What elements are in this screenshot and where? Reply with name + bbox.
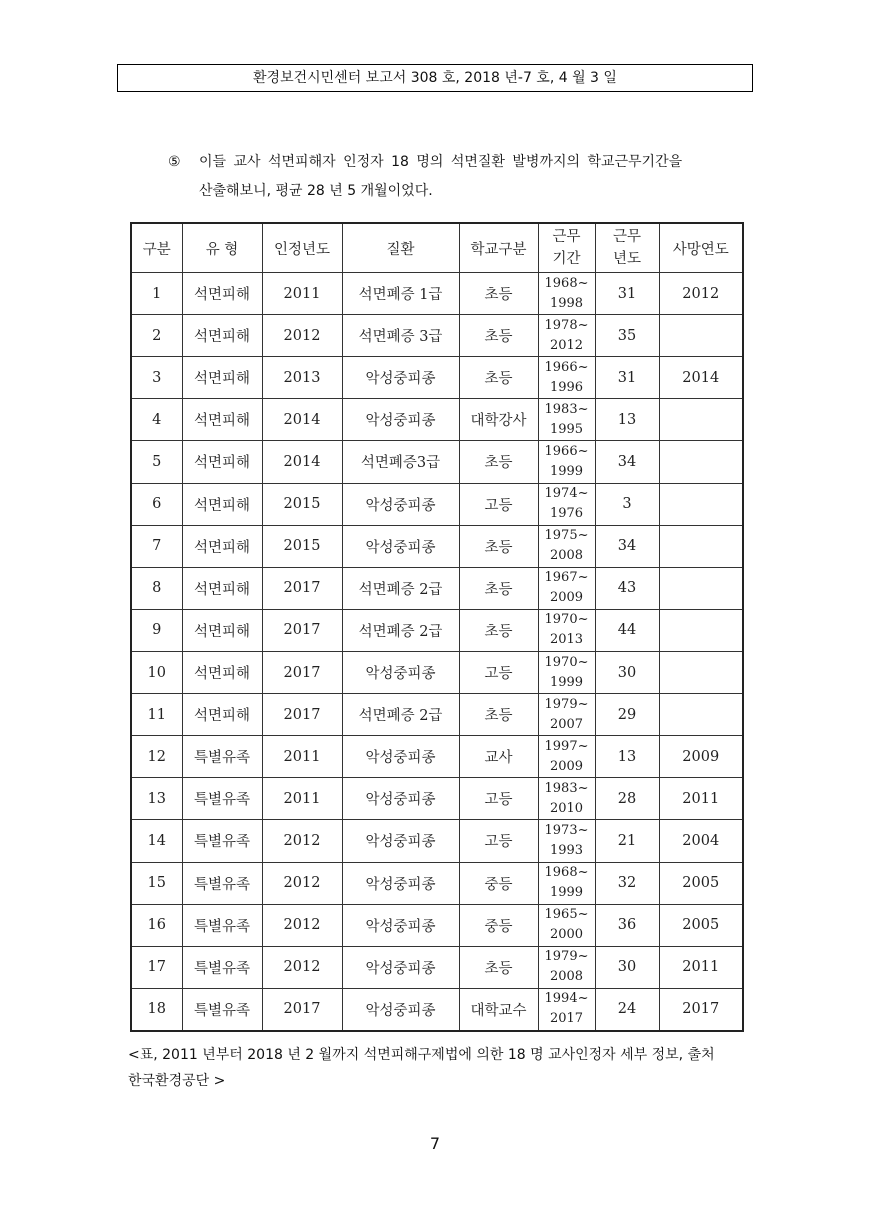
period-start: 1967~ [544, 570, 589, 586]
table-row [131, 651, 743, 693]
caption-line-1: <표, 2011 년부터 2018 년 2 월까지 석면피해구제법에 의한 18 명 교사인정자 세부 정보, 출처 [128, 1047, 715, 1063]
cell-years: 24 [595, 988, 659, 1031]
cell-year: 2011 [262, 736, 342, 778]
cell-period [538, 567, 595, 609]
cell-years: 32 [595, 862, 659, 904]
paragraph-marker: ⑤ [168, 154, 181, 170]
cell-disease: 악성중피종 [342, 357, 459, 399]
cell-years: 43 [595, 567, 659, 609]
cell-disease: 악성중피종 [342, 778, 459, 820]
cell-year: 2015 [262, 525, 342, 567]
cell-no: 18 [131, 988, 182, 1031]
cell-year: 2014 [262, 399, 342, 441]
cell-years: 34 [595, 441, 659, 483]
period-end: 2012 [549, 337, 584, 353]
cell-death: 2005 [659, 904, 743, 946]
period-end: 2009 [549, 590, 584, 606]
table-row [131, 988, 743, 1031]
cell-disease: 악성중피종 [342, 736, 459, 778]
cell-period [538, 483, 595, 525]
cell-year: 2017 [262, 651, 342, 693]
cell-no: 16 [131, 904, 182, 946]
cell-no: 12 [131, 736, 182, 778]
period-start: 1994~ [544, 991, 589, 1007]
cell-death [659, 609, 743, 651]
period-end: 1996 [549, 379, 584, 395]
cell-disease: 악성중피종 [342, 483, 459, 525]
cell-period [538, 315, 595, 357]
cell-type: 석면피해 [182, 357, 262, 399]
cell-death [659, 525, 743, 567]
table-row [131, 862, 743, 904]
cell-type: 석면피해 [182, 694, 262, 736]
cell-death [659, 694, 743, 736]
summary-paragraph [168, 148, 758, 206]
cell-period [538, 525, 595, 567]
table-row [131, 946, 743, 988]
cell-years: 30 [595, 651, 659, 693]
period-start: 1975~ [544, 528, 589, 544]
header-death: 사망연도 [659, 223, 743, 273]
table-row [131, 399, 743, 441]
cell-type: 석면피해 [182, 609, 262, 651]
cell-years: 29 [595, 694, 659, 736]
cell-no: 8 [131, 567, 182, 609]
cell-death [659, 567, 743, 609]
period-end: 2013 [549, 632, 584, 648]
cell-period [538, 736, 595, 778]
cell-year: 2012 [262, 315, 342, 357]
cell-school: 중등 [459, 904, 538, 946]
cell-death: 2014 [659, 357, 743, 399]
cell-year: 2017 [262, 988, 342, 1031]
cell-school: 초등 [459, 694, 538, 736]
table-row [131, 609, 743, 651]
period-end: 2009 [549, 758, 584, 774]
header-period-line-2: 기간 [552, 251, 581, 267]
period-start: 1970~ [544, 654, 589, 670]
cell-death: 2017 [659, 988, 743, 1031]
cell-period [538, 694, 595, 736]
cell-type: 석면피해 [182, 483, 262, 525]
cell-years: 36 [595, 904, 659, 946]
cell-year: 2017 [262, 609, 342, 651]
cell-period [538, 904, 595, 946]
table-row [131, 273, 743, 315]
cell-no: 9 [131, 609, 182, 651]
cell-school: 초등 [459, 609, 538, 651]
cell-type: 특별유족 [182, 904, 262, 946]
cell-years: 28 [595, 778, 659, 820]
cell-school: 교사 [459, 736, 538, 778]
cell-no: 1 [131, 273, 182, 315]
header-period-line-1: 근무 [552, 229, 581, 245]
cell-period [538, 988, 595, 1031]
cell-years: 31 [595, 273, 659, 315]
cell-school: 초등 [459, 567, 538, 609]
cell-death [659, 651, 743, 693]
cell-type: 특별유족 [182, 778, 262, 820]
period-end: 2007 [549, 716, 584, 732]
cell-type: 석면피해 [182, 315, 262, 357]
cell-no: 11 [131, 694, 182, 736]
cell-school: 초등 [459, 441, 538, 483]
cell-disease: 악성중피종 [342, 904, 459, 946]
period-start: 1997~ [544, 738, 589, 754]
cell-type: 석면피해 [182, 441, 262, 483]
table-body [131, 273, 743, 1032]
cell-period [538, 273, 595, 315]
cell-type: 석면피해 [182, 651, 262, 693]
period-end: 1999 [549, 885, 584, 901]
table-row [131, 357, 743, 399]
cell-period [538, 399, 595, 441]
cell-type: 석면피해 [182, 525, 262, 567]
cell-type: 특별유족 [182, 862, 262, 904]
header-school: 학교구분 [459, 223, 538, 273]
cell-year: 2017 [262, 567, 342, 609]
page-number: 7 [429, 1134, 441, 1153]
caption-line-2: 한국환경공단 > [128, 1073, 226, 1089]
table-row [131, 441, 743, 483]
cell-type: 특별유족 [182, 820, 262, 862]
period-start: 1973~ [544, 822, 589, 838]
cell-type: 석면피해 [182, 273, 262, 315]
cell-no: 17 [131, 946, 182, 988]
cell-type: 특별유족 [182, 988, 262, 1031]
cell-disease: 악성중피종 [342, 651, 459, 693]
period-start: 1979~ [544, 949, 589, 965]
cell-year: 2011 [262, 273, 342, 315]
cell-period [538, 609, 595, 651]
cell-no: 2 [131, 315, 182, 357]
cell-year: 2011 [262, 778, 342, 820]
period-start: 1978~ [544, 317, 589, 333]
cell-death: 2012 [659, 273, 743, 315]
cell-type: 석면피해 [182, 567, 262, 609]
period-end: 2017 [549, 1011, 584, 1027]
cell-school: 고등 [459, 778, 538, 820]
cell-school: 초등 [459, 357, 538, 399]
header-years [595, 223, 659, 273]
header-year: 인정년도 [262, 223, 342, 273]
cell-year: 2013 [262, 357, 342, 399]
cell-period [538, 441, 595, 483]
cell-years: 44 [595, 609, 659, 651]
cell-years: 3 [595, 483, 659, 525]
cell-year: 2015 [262, 483, 342, 525]
cell-disease: 석면폐증 2급 [342, 694, 459, 736]
cell-no: 10 [131, 651, 182, 693]
table-row [131, 315, 743, 357]
table-row [131, 694, 743, 736]
cell-school: 고등 [459, 820, 538, 862]
period-end: 2000 [549, 927, 584, 943]
cell-no: 3 [131, 357, 182, 399]
cell-death [659, 315, 743, 357]
cell-type: 특별유족 [182, 736, 262, 778]
cell-no: 14 [131, 820, 182, 862]
period-end: 1998 [549, 295, 584, 311]
teacher-asbestos-table [130, 222, 744, 1032]
paragraph-line-1 [168, 148, 758, 177]
cell-disease: 악성중피종 [342, 399, 459, 441]
paragraph-line-2: 산출해보니, 평균 28 년 5 개월이었다. [199, 183, 433, 199]
period-end: 1999 [549, 463, 584, 479]
period-start: 1968~ [544, 275, 589, 291]
cell-year: 2012 [262, 820, 342, 862]
cell-death: 2005 [659, 862, 743, 904]
period-start: 1968~ [544, 865, 589, 881]
cell-period [538, 357, 595, 399]
cell-type: 특별유족 [182, 946, 262, 988]
cell-school: 초등 [459, 525, 538, 567]
cell-school: 고등 [459, 483, 538, 525]
period-start: 1983~ [544, 780, 589, 796]
period-end: 1976 [549, 506, 584, 522]
cell-year: 2012 [262, 862, 342, 904]
header-period [538, 223, 595, 273]
cell-death: 2009 [659, 736, 743, 778]
cell-disease: 악성중피종 [342, 525, 459, 567]
period-start: 1970~ [544, 612, 589, 628]
cell-school: 초등 [459, 273, 538, 315]
cell-death [659, 483, 743, 525]
cell-type: 석면피해 [182, 399, 262, 441]
cell-period [538, 778, 595, 820]
header-years-line-1: 근무 [612, 229, 641, 245]
period-start: 1966~ [544, 359, 589, 375]
cell-no: 6 [131, 483, 182, 525]
header-no: 구분 [131, 223, 182, 273]
period-start: 1974~ [544, 486, 589, 502]
cell-no: 15 [131, 862, 182, 904]
period-end: 2010 [549, 800, 584, 816]
cell-no: 7 [131, 525, 182, 567]
cell-disease: 악성중피종 [342, 862, 459, 904]
cell-death: 2004 [659, 820, 743, 862]
header-type: 유 형 [182, 223, 262, 273]
cell-years: 13 [595, 399, 659, 441]
cell-school: 초등 [459, 315, 538, 357]
cell-period [538, 651, 595, 693]
table-row [131, 778, 743, 820]
cell-year: 2017 [262, 694, 342, 736]
cell-period [538, 946, 595, 988]
paragraph-line-1-text: 이들 교사 석면피해자 인정자 18 명의 석면질환 발병까지의 학교근무기간을 [199, 154, 683, 170]
period-start: 1983~ [544, 401, 589, 417]
cell-year: 2012 [262, 904, 342, 946]
table-header-row [131, 223, 743, 273]
cell-years: 13 [595, 736, 659, 778]
cell-school: 대학강사 [459, 399, 538, 441]
report-header-title: 환경보건시민센터 보고서 308 호, 2018 년-7 호, 4 월 3 일 [253, 70, 617, 86]
period-end: 2008 [549, 548, 584, 564]
cell-death: 2011 [659, 778, 743, 820]
cell-years: 31 [595, 357, 659, 399]
cell-death [659, 399, 743, 441]
header-disease: 질환 [342, 223, 459, 273]
cell-disease: 악성중피종 [342, 820, 459, 862]
cell-year: 2014 [262, 441, 342, 483]
cell-no: 13 [131, 778, 182, 820]
table-row [131, 820, 743, 862]
cell-disease: 석면폐증3급 [342, 441, 459, 483]
table-row [131, 525, 743, 567]
cell-no: 5 [131, 441, 182, 483]
period-start: 1979~ [544, 696, 589, 712]
cell-school: 중등 [459, 862, 538, 904]
period-start: 1966~ [544, 443, 589, 459]
cell-school: 고등 [459, 651, 538, 693]
header-years-line-2: 년도 [612, 251, 641, 267]
cell-period [538, 820, 595, 862]
period-start: 1965~ [544, 907, 589, 923]
cell-disease: 석면폐증 3급 [342, 315, 459, 357]
cell-years: 35 [595, 315, 659, 357]
cell-disease: 석면폐증 2급 [342, 567, 459, 609]
period-end: 1995 [549, 421, 584, 437]
table-row [131, 736, 743, 778]
cell-disease: 석면폐증 2급 [342, 609, 459, 651]
cell-death [659, 441, 743, 483]
period-end: 2008 [549, 969, 584, 985]
cell-disease: 악성중피종 [342, 988, 459, 1031]
period-end: 1999 [549, 674, 584, 690]
cell-school: 초등 [459, 946, 538, 988]
table-row [131, 483, 743, 525]
report-header [117, 64, 753, 92]
table-row [131, 567, 743, 609]
cell-school: 대학교수 [459, 988, 538, 1031]
cell-disease: 석면폐증 1급 [342, 273, 459, 315]
table-row [131, 904, 743, 946]
period-end: 1993 [549, 842, 584, 858]
cell-disease: 악성중피종 [342, 946, 459, 988]
cell-period [538, 862, 595, 904]
cell-no: 4 [131, 399, 182, 441]
table-caption [128, 1042, 748, 1094]
cell-year: 2012 [262, 946, 342, 988]
cell-years: 30 [595, 946, 659, 988]
cell-years: 34 [595, 525, 659, 567]
cell-years: 21 [595, 820, 659, 862]
cell-death: 2011 [659, 946, 743, 988]
